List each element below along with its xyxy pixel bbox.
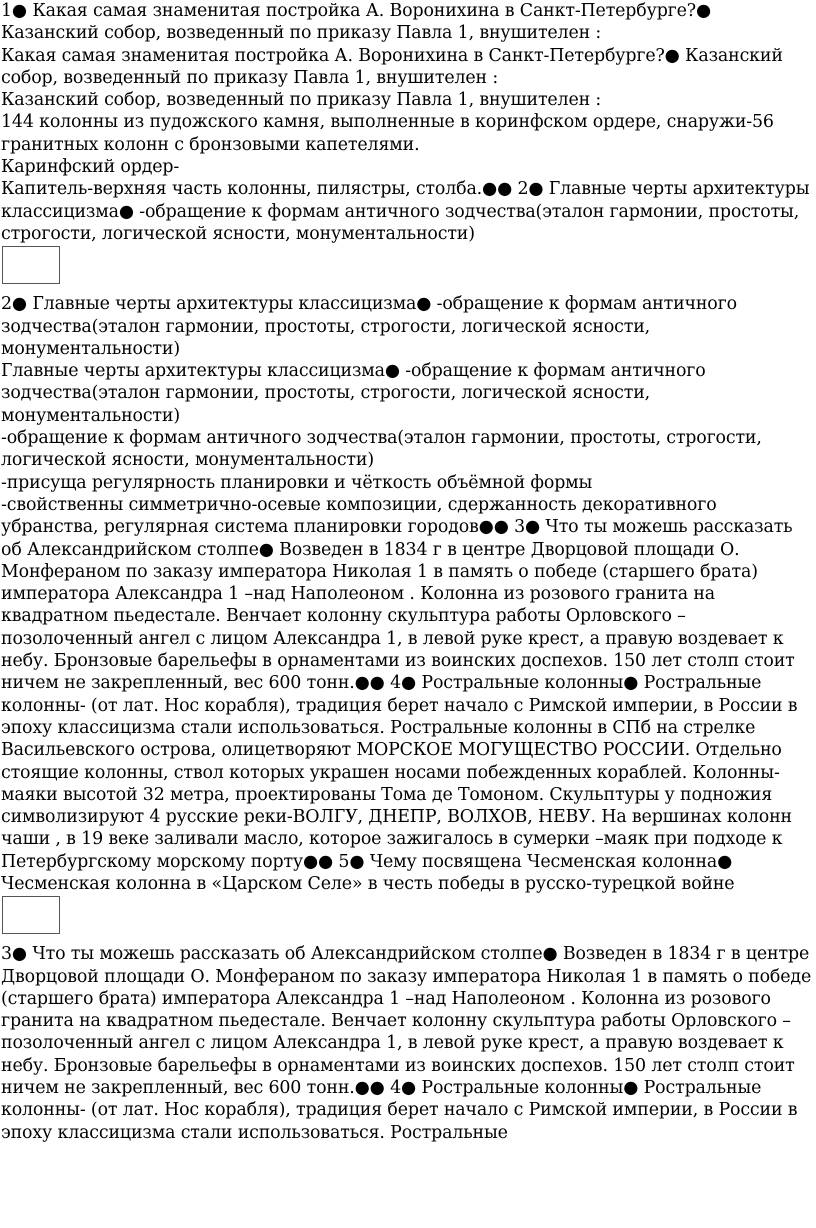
spacer <box>1 934 813 943</box>
paragraph-kazan-cathedral: Казанский собор, возведенный по приказу Павла 1, внушителен : <box>1 90 602 111</box>
paragraph-q2-intro: 2● Главные черты архитектуры классицизма● -обращение к формам античного зодчества(эталон гармонии, простоты, строгости, логической ясности, монументальности) <box>1 294 737 359</box>
paragraph-columns: 144 колонны из пудожского камня, выполненные в коринфском ордере, снаружи-56 гранитных колонн с бронзовыми капетелями. <box>1 112 774 155</box>
paragraph-classicism-antique: -обращение к формам античного зодчества(эталон гармонии, простоты, строгости, логической ясности, монументальности) <box>1 428 762 471</box>
paragraph-classicism-regularity: -присуща регулярность планировки и чёткость объёмной формы <box>1 472 593 493</box>
paragraph-capital-definition: Капитель-верхняя часть колонны, пилястры, столба.●● 2● Главные черты архитектуры классицизма● -обращение к формам античного зодчества(эталон гармонии, простоты, строгости, логической ясности, монументальности) <box>1 179 810 244</box>
spacer <box>1 284 813 293</box>
paragraph-q1-intro: 1● Какая самая знаменитая постройка А. Воронихина в Санкт-Петербурге?● Казанский собор, возведенный по приказу Павла 1, внушителен : <box>1 1 711 44</box>
image-placeholder <box>2 896 60 934</box>
paragraph-q2-repeat: Главные черты архитектуры классицизма● -обращение к формам античного зодчества(эталон гармонии, простоты, строгости, логической ясности, монументальности) <box>1 361 706 426</box>
paragraph-q3-alexander-column: 3● Что ты можешь рассказать об Александрийском столпе● Возведен в 1834 г в центре Дворцовой площади О. Монфераном по заказу императора Николая 1 в память о победе (старшего брата) императора Александра 1 –над Наполеоном . Колонна из розового гранита на квадратном пьедестале. Венчает колонну скульптура работы Орловского –позолоченный ангел с лицом Александра 1, в левой руке крест, а правую воздевает к небу. Бронзовые барельефы в орнаментами из воинских доспехов. 150 лет столп стоит ничем не закрепленный, вес 600 тонн.●● 4● Ростральные колонны● Ростральные колонны- (от лат. Нос корабля), традиция берет начало с Римской империи, в России в эпоху классицизма стали использоваться. Ростральные <box>1 944 812 1143</box>
paragraph-corinthian-order: Каринфский ордер- <box>1 157 180 178</box>
paragraph-q1-repeat: Какая самая знаменитая постройка А. Воронихина в Санкт-Петербурге?● Казанский собор, возведенный по приказу Павла 1, внушителен : <box>1 45 783 88</box>
paragraph-classicism-symmetry-and-columns: -свойственны симметрично-осевые композиции, сдержанность декоративного убранства, регулярная система планировки городов●● 3● Что ты можешь рассказать об Александрийском столпе● Возведен в 1834 г в центре Дворцовой площади О. Монфераном по заказу императора Николая 1 в память о победе (старшего брата) императора Александра 1 –над Наполеоном . Колонна из розового гранита на квадратном пьедестале. Венчает колонну скульптура работы Орловского –позолоченный ангел с лицом Александра 1, в левой руке крест, а правую воздевает к небу. Бронзовые барельефы в орнаментами из воинских доспехов. 150 лет столп стоит ничем не закрепленный, вес 600 тонн.●● 4● Ростральные колонны● Ростральные колонны- (от лат. Нос корабля), традиция берет начало с Римской империи, в России в эпоху классицизма стали использоваться. Ростральные колонны в СПб на стрелке Васильевского острова, олицетворяют МОРСКОЕ МОГУЩЕСТВО РОССИИ. Отдельно стоящие колонны, ствол которых украшен носами побежденных кораблей. Колонны-маяки высотой 32 метра, проектированы Тома де Томоном. Скульптуры у подножия символизируют 4 русские реки-ВОЛГУ, ДНЕПР, ВОЛХОВ, НЕВУ. На вершинах колонн чаши , в 19 веке заливали масло, которое зажигалось в сумерки –маяк при подходе к Петербургскому морскому порту●● 5● Чему посвящена Чесменская колонна● Чесменская колонна в «Царском Селе» в честь победы в русско-турецкой войне <box>1 494 798 894</box>
image-placeholder <box>2 246 60 284</box>
